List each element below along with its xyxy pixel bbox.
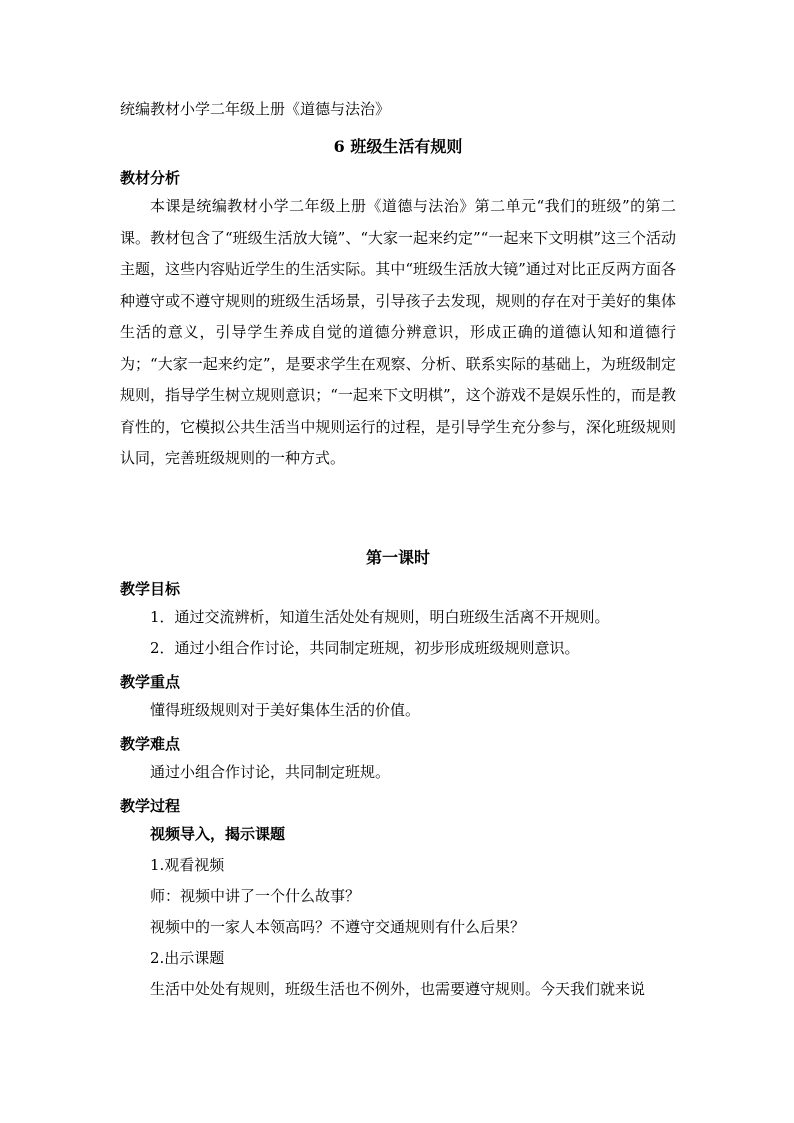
- process-line-4: 2.出示课题: [150, 948, 225, 967]
- textbook-line: 统编教材小学二年级上册《道德与法治》: [120, 100, 391, 118]
- goals-heading: 教学目标: [120, 579, 181, 598]
- process-line-2: 师：视频中讲了一个什么故事？: [150, 886, 361, 905]
- goal-item-2: 2．通过小组合作讨论，共同制定班规，初步形成班级规则意识。: [150, 638, 580, 657]
- process-heading: 教学过程: [120, 796, 181, 815]
- key-point-heading: 教学重点: [120, 672, 181, 691]
- difficulty-heading: 教学难点: [120, 734, 181, 753]
- document-page: [120, 96, 676, 1005]
- process-line-5: 生活中处处有规则，班级生活也不例外，也需要遵守规则。今天我们就来说: [150, 979, 646, 998]
- goal-item-1: 1．通过交流辨析，知道生活处处有规则，明白班级生活离不开规则。: [150, 607, 610, 626]
- difficulty-text: 通过小组合作讨论，共同制定班规。: [150, 762, 391, 781]
- process-line-3: 视频中的一家人本领高吗？不遵守交通规则有什么后果？: [150, 917, 526, 936]
- period-title: 第一课时: [365, 547, 430, 567]
- process-line-1: 1.观看视频: [150, 855, 225, 874]
- key-point-text: 懂得班级规则对于美好集体生活的价值。: [150, 700, 421, 719]
- lesson-title: 6 班级生活有规则: [333, 137, 463, 156]
- analysis-paragraph: 本课是统编教材小学二年级上册《道德与法治》第二单元“我们的班级”的第二课。教材包含了“班级生活放大镜”、“大家一起来约定”“一起来下文明棋”这三个活动主题，这些内容贴近学生的生活实际。其中“班级生活放大镜”通过对比正反两方面各种遵守或不遵守规则的班级生活场景，引导孩子去发现，规则的存在对于美好的集体生活的意义，引导学生养成自觉的道德分辨意识，形成正确的道德认知和道德行为；“大家一起来约定”，是要求学生在观察、分析、联系实际的基础上，为班级制定规则，指导学生树立规则意识；“一起来下文明棋”，这个游戏不是娱乐性的，而是教育性的，它模拟公共生活当中规则运行的过程，是引导学生充分参与，深化班级规则认同，完善班级规则的一种方式。: [120, 197, 677, 467]
- analysis-heading: 教材分析: [120, 169, 181, 187]
- process-step-title: 视频导入，揭示课题: [150, 824, 286, 843]
